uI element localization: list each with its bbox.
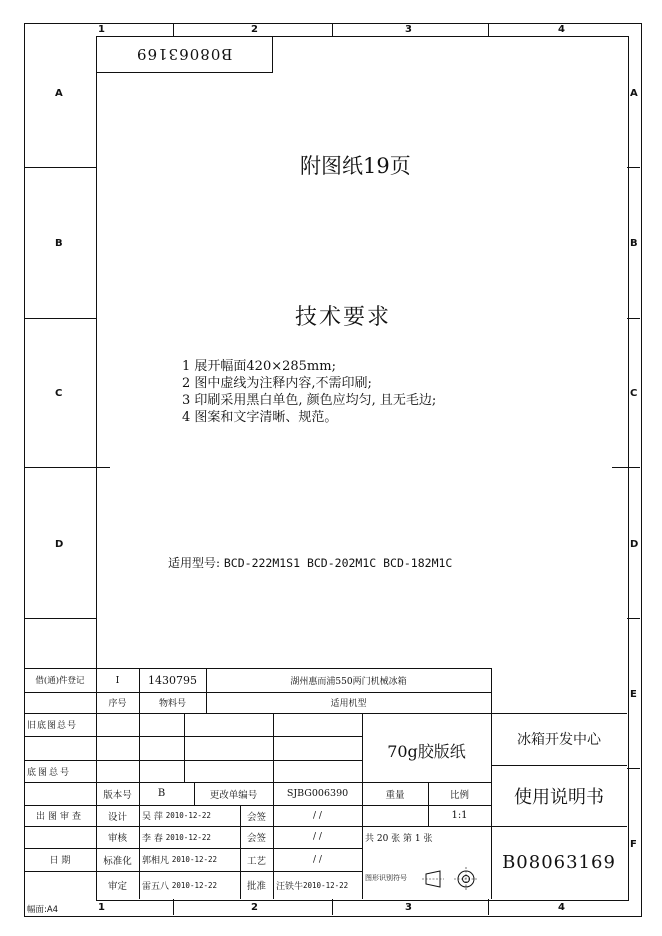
zone-row-f-right: F [630, 839, 637, 850]
zone-col-4-top: 4 [558, 24, 565, 35]
model-label: 适用机型 [330, 699, 367, 709]
tech-title: 技术要求 [295, 305, 392, 330]
seq-value: I [115, 674, 120, 686]
design-label: 设计 [107, 811, 127, 823]
version-value: B [157, 788, 166, 799]
zone-row-b-left: B [55, 238, 63, 249]
drawing-number: B08063169 [502, 852, 616, 873]
date-label: 日 期 [49, 856, 71, 866]
requirement-item: 1 展开幅面420×285mm; [182, 359, 336, 374]
countersign-label: 会签 [246, 811, 266, 823]
zone-col-1-bottom: 1 [98, 902, 105, 913]
models-label: 适用型号: [168, 556, 221, 570]
zone-row-c-left: C [55, 388, 63, 399]
scale-label: 比例 [449, 789, 469, 801]
zone-col-2-top: 2 [251, 24, 258, 35]
std-person: 郭相凡 [142, 856, 170, 866]
std-sign [139, 848, 243, 871]
material-spec: 70g胶版纸 [387, 741, 466, 761]
models-value: BCD-222M1S1 BCD-202M1C BCD-182M1C [223, 556, 453, 570]
zone-row-d-right: D [630, 539, 639, 550]
design-sign [139, 805, 243, 826]
check-date: 2010-12-22 [165, 832, 211, 842]
zone-col-3-bottom: 3 [405, 902, 412, 913]
requirement-item: 3 印刷采用黑白单色, 颜色应均匀, 且无毛边; [182, 393, 437, 408]
countersign2-value: / / [313, 832, 322, 842]
countersign-value: / / [313, 810, 322, 821]
std-label: 标准化 [103, 855, 132, 867]
requirement-item: 2 图中虚线为注释内容,不需印刷; [182, 376, 372, 391]
approve-person: 雷五八 [142, 881, 170, 892]
zone-row-e-right: E [630, 689, 637, 700]
mirrored-code-box [96, 36, 273, 73]
zone-row-b-right: B [630, 238, 638, 249]
check-label: 审核 [107, 833, 127, 844]
material-value: 1430795 [148, 673, 197, 687]
zone-row-c-right: C [630, 388, 638, 399]
check-person: 李 春 [142, 833, 163, 844]
zone-col-1-top: 1 [98, 24, 105, 35]
ratify-date: 2010-12-22 [303, 880, 349, 890]
zone-row-d-left: D [55, 539, 64, 550]
sheets-count: 共 20 张 第 1 张 [365, 833, 433, 844]
zone-col-2-bottom: 2 [251, 902, 258, 913]
ratify-sign [273, 871, 365, 899]
ratify-label: 批准 [246, 881, 266, 892]
symbol-label: 图形识别符号 [365, 874, 407, 882]
approve-label: 审定 [107, 881, 127, 892]
requirement-item: 4 图案和文字清晰、规范。 [182, 410, 338, 425]
approve-date: 2010-12-22 [171, 880, 218, 890]
change-no-value: SJBG006390 [286, 788, 349, 799]
requirements-list [182, 358, 436, 426]
models-line [168, 554, 452, 571]
borrow-label: 借(通)件登记 [35, 676, 85, 686]
doc-title: 使用说明书 [514, 786, 604, 808]
zone-col-3-top: 3 [405, 24, 412, 35]
seq-label: 序号 [108, 699, 127, 709]
note-title: 附图纸19页 [300, 154, 411, 178]
countersign2-label: 会签 [246, 833, 266, 844]
base-drawing-label: 底图总号 [27, 767, 72, 778]
process-label: 工艺 [246, 855, 266, 867]
std-date: 2010-12-22 [171, 855, 218, 864]
material-label: 物料号 [158, 699, 186, 709]
version-label: 版本号 [103, 789, 132, 801]
scale-value: 1:1 [451, 810, 468, 821]
ratify-person: 汪铁牛 [276, 881, 304, 892]
change-no-label: 更改单编号 [209, 789, 258, 801]
paper-size: 幅面:A4 [27, 905, 59, 915]
zone-row-a-left: A [55, 88, 63, 99]
check-sign [139, 826, 243, 848]
product-name: 湖州惠而浦550两门机械冰箱 [290, 676, 407, 687]
design-date: 2010-12-22 [165, 811, 211, 820]
process-value: / / [313, 854, 322, 865]
zone-row-a-right: A [630, 88, 638, 99]
design-person: 吴 萍 [142, 812, 163, 822]
review-label: 出图审查 [35, 812, 84, 822]
old-drawing-label: 旧底图总号 [27, 721, 78, 731]
zone-col-4-bottom: 4 [558, 902, 565, 913]
weight-label: 重量 [385, 789, 405, 801]
projection-symbol-icon [420, 866, 490, 892]
approve-sign [139, 871, 243, 899]
mirrored-code: B08063169 [135, 45, 233, 63]
dept-name: 冰箱开发中心 [517, 732, 601, 748]
